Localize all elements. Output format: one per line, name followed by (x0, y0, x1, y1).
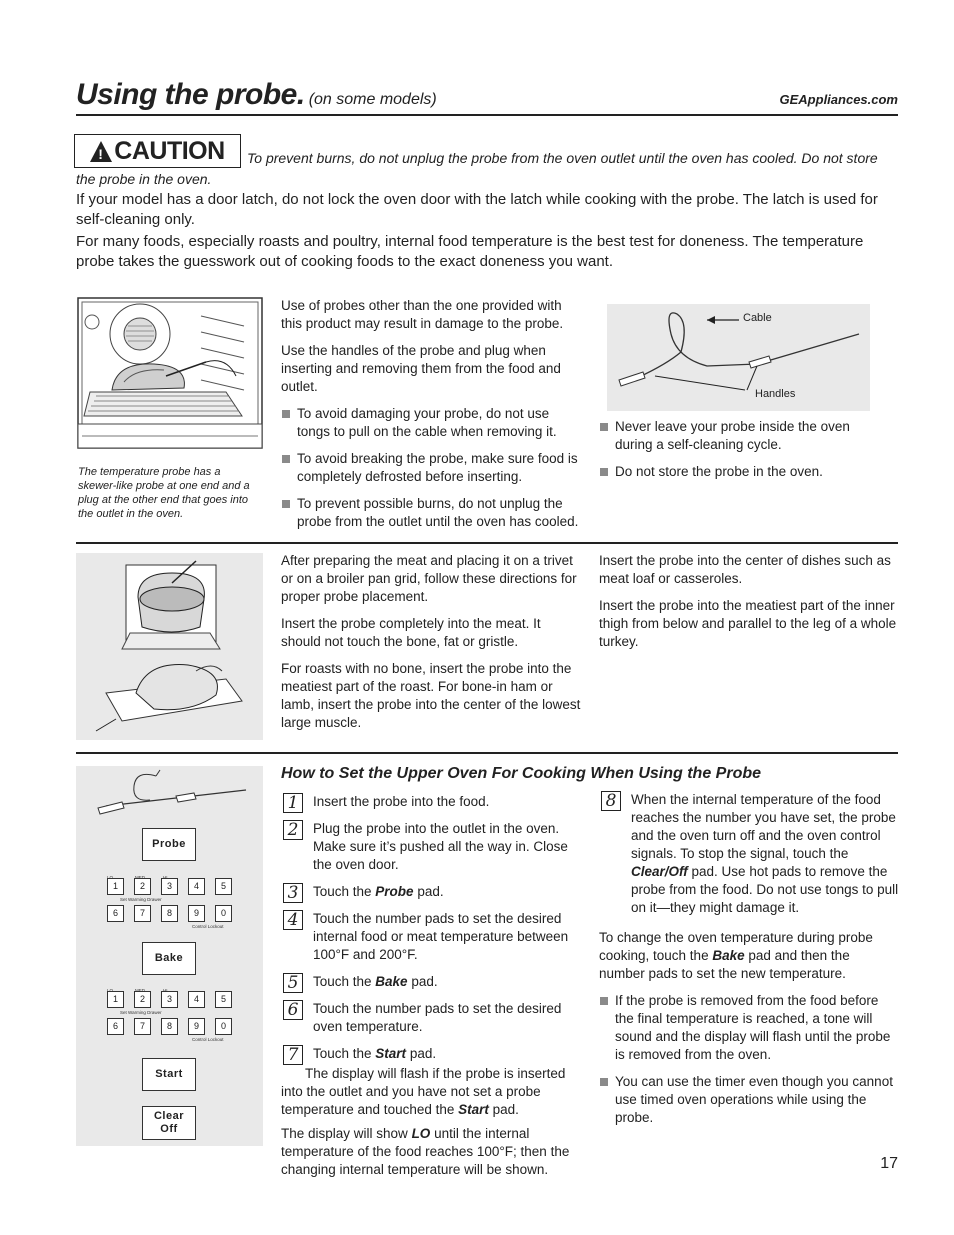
key-1: 1 (107, 991, 124, 1008)
key-0: 0 (215, 905, 232, 922)
website-link[interactable]: GEAppliances.com (779, 92, 898, 107)
step-5: 5 Touch the Bake pad. (281, 973, 581, 991)
clear-off-pad: Clear Off (142, 1106, 196, 1140)
key-5: 5 (215, 878, 232, 895)
bullet-item: To avoid damaging your probe, do not use tongs to pull on the cable when removing it. (281, 405, 581, 441)
key-6: 6 (107, 1018, 124, 1035)
key-6: 6 (107, 905, 124, 922)
key-1: 1 (107, 878, 124, 895)
probe-handles-text: Use the handles of the probe and plug when inserting and removing them from the food and outlet. (281, 343, 561, 394)
meat-instructions-column (281, 552, 581, 741)
steps-column (281, 793, 581, 1188)
key-2: 2 (134, 991, 151, 1008)
section-heading: How to Set the Upper Oven For Cooking When Using the Probe (281, 765, 762, 782)
dishes-instructions-column (599, 552, 899, 660)
probe-pad: Probe (142, 828, 196, 861)
bullet-item: To prevent possible burns, do not unplug the probe from the outlet until the oven has cooled. (281, 495, 581, 531)
key-2: 2 (134, 878, 151, 895)
key-8: 8 (161, 905, 178, 922)
probe-diagram (607, 304, 870, 411)
bullet-item: You can use the timer even though you cannot use timed oven operations while using the probe. (599, 1073, 899, 1127)
bake-pad: Bake (142, 942, 196, 975)
change-temp-note: To change the oven temperature during probe cooking, touch the Bake pad and then the number pads to set the new temperature. (599, 930, 873, 981)
meat-placement-illustration (76, 553, 263, 740)
control-panel-illustration: Probe 1 2 3 4 5 Set Warming Drawer 6 7 8 9 0 Control Lockout Bake 1 2 3 4 5 Set Warming Drawer 6 7 8 9 0 Control Lockout Start Clear Off (76, 766, 263, 1146)
key-3: 3 (161, 878, 178, 895)
step-8: 8 When the internal temperature of the food reaches the number you have set, the probe and the oven turn off and the oven control signals. To stop the signal, touch the Clear/Off pad. Use hot pads to remove the probe from the food. Do not use tongs to pull on it—they might damage it. (599, 791, 899, 917)
start-pad: Start (142, 1058, 196, 1091)
bullet-item: Do not store the probe in the oven. (599, 463, 884, 481)
key-4: 4 (188, 991, 205, 1008)
key-8: 8 (161, 1018, 178, 1035)
step-3: 3 Touch the Probe pad. (281, 883, 581, 901)
key-9: 9 (188, 1018, 205, 1035)
key-5: 5 (215, 991, 232, 1008)
key-9: 9 (188, 905, 205, 922)
caution-label: ! CAUTION (74, 134, 241, 168)
step-6: 6 Touch the number pads to set the desired oven temperature. (281, 1000, 581, 1036)
step-1: 1 Insert the probe into the food. (281, 793, 581, 811)
page-title: Using the probe. (on some models) (76, 78, 437, 111)
intro-paragraph-2: For many foods, especially roasts and poultry, internal food temperature is the best test for doneness. The temperature probe takes the guesswork out of cooking foods to the exact doneness you want. (76, 233, 864, 270)
step-2: 2 Plug the probe into the outlet in the oven. Make sure it’s pushed all the way in. Close the oven door. (281, 820, 581, 874)
turkey-text: Insert the probe into the meatiest part of the inner thigh from below and parallel to the leg of a whole turkey. (599, 598, 897, 649)
key-3: 3 (161, 991, 178, 1008)
handles-label: Handles (755, 388, 796, 400)
section-divider (76, 752, 898, 754)
section-divider (76, 542, 898, 544)
key-7: 7 (134, 905, 151, 922)
bullet-item: To avoid breaking the probe, make sure food is completely defrosted before inserting. (281, 450, 581, 486)
header-rule (76, 114, 898, 116)
step-4: 4 Touch the number pads to set the desired internal food or meat temperature between 100°F and 200°F. (281, 910, 581, 964)
intro-paragraph-1: If your model has a door latch, do not lock the oven door with the latch while cooking with the probe. The latch is used for self-cleaning only. (76, 191, 878, 228)
bullet-item: If the probe is removed from the food before the final temperature is reached, a tone will sound and the display will flash until the probe is removed from the oven. (599, 992, 899, 1064)
bullet-item: Never leave your probe inside the oven during a self-cleaning cycle. (599, 418, 884, 454)
placement-roast-text: For roasts with no bone, insert the probe into the meatiest part of the roast. For bone-in ham or lamb, insert the probe into the center of the lowest large muscle. (281, 661, 581, 730)
flash-note: The display will flash if the probe is inserted into the outlet and you have not set a probe temperature and touched the Start pad. (281, 1066, 566, 1117)
casserole-text: Insert the probe into the center of dishes such as meat loaf or casseroles. (599, 553, 891, 586)
key-0: 0 (215, 1018, 232, 1035)
key-7: 7 (134, 1018, 151, 1035)
caution-text: To prevent burns, do not unplug the probe from the oven outlet until the oven has cooled. Do not store the probe in the oven. (76, 150, 878, 187)
page-subtitle: (on some models) (308, 91, 437, 108)
probe-storage-column (599, 418, 884, 490)
oven-illustration (76, 296, 264, 456)
probe-caption: The temperature probe has a skewer-like probe at one end and a plug at the other end that goes into the outlet in the oven. (78, 466, 250, 520)
step-7: 7 Touch the Start pad. (281, 1045, 581, 1063)
page-number: 17 (880, 1155, 898, 1172)
placement-insert-text: Insert the probe completely into the meat. It should not touch the bone, fat or gristle. (281, 616, 541, 649)
cable-label: Cable (743, 312, 772, 324)
finish-column (599, 791, 899, 1136)
key-4: 4 (188, 878, 205, 895)
lo-note: The display will show LO until the internal temperature of the food reaches 100°F; then the changing internal temperature will be shown. (281, 1126, 570, 1177)
placement-intro-text: After preparing the meat and placing it on a trivet or on a broiler pan grid, follow these directions for proper probe placement. (281, 553, 577, 604)
probe-warning-text: Use of probes other than the one provided with this product may result in damage to the probe. (281, 298, 564, 331)
probe-usage-column (281, 297, 581, 540)
